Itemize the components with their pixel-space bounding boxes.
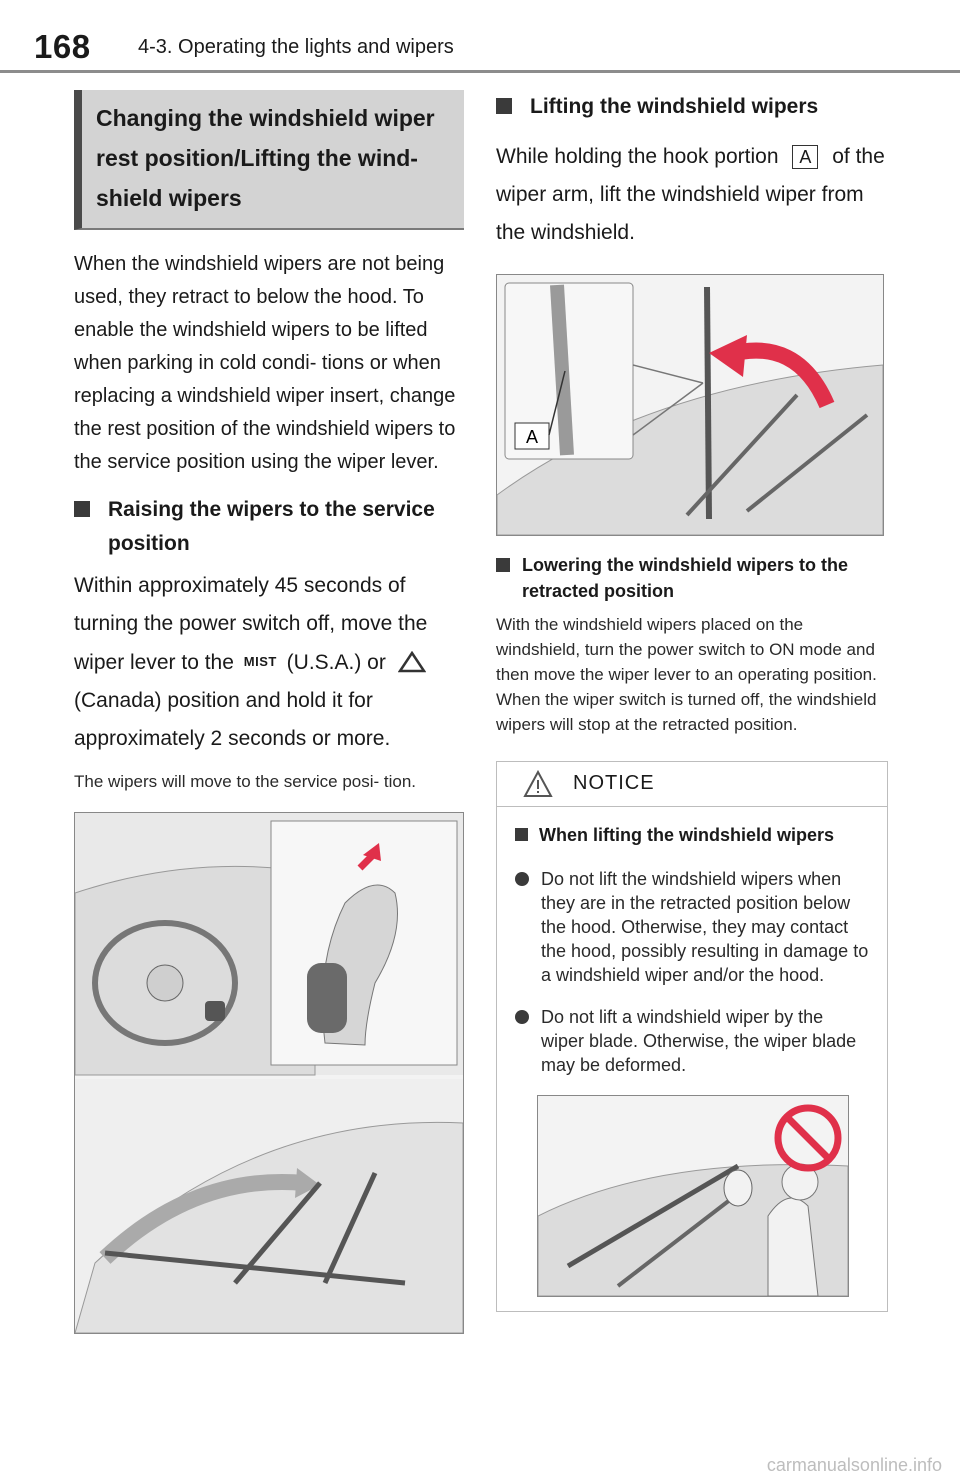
triangle-icon bbox=[398, 651, 426, 673]
lift-wiper-drawing bbox=[497, 275, 883, 535]
notice-sub-text: When lifting the windshield wipers bbox=[539, 825, 835, 845]
lift-heading bbox=[496, 90, 888, 124]
watermark: carmanualsonline.info bbox=[766, 1455, 942, 1475]
figure-callout: A bbox=[525, 427, 539, 447]
section-heading: Changing the windshield wiper rest position/Lifting the wind- shield wipers bbox=[74, 90, 464, 230]
intro-paragraph: When the windshield wipers are not being used, they retract to below the hood. To enable the windshield wipers to be lifted when parking in cold condi- tions or when replacing a windshield wiper insert, change the rest position of the windshield wipers to the service position using the wiper lever. bbox=[74, 253, 456, 473]
square-bullet-icon bbox=[74, 501, 90, 517]
raise-text-1: Within approximately 45 seconds of turning the power switch off, move the wiper lever to the bbox=[74, 574, 428, 674]
lower-text: With the windshield wipers placed on the windshield, turn the power switch to ON mode and then move the wiper lever to an operating position. When the wiper switch is turned off, the windshield wipers will stop at the retracted position. bbox=[496, 615, 877, 734]
square-bullet-icon bbox=[496, 98, 512, 114]
bullet-dot-icon bbox=[515, 1010, 529, 1024]
mist-icon: MIST bbox=[243, 654, 277, 669]
wiper-lever-illustration bbox=[74, 812, 464, 1334]
notice-label: NOTICE bbox=[573, 772, 655, 794]
notice-sub-heading bbox=[515, 821, 869, 849]
lift-heading-text: Lifting the windshield wipers bbox=[530, 95, 819, 118]
prohibited-lift-drawing bbox=[538, 1096, 848, 1296]
notice-body bbox=[497, 807, 887, 1311]
raise-heading bbox=[74, 493, 464, 561]
page-header bbox=[0, 0, 960, 76]
raise-instructions bbox=[74, 567, 464, 758]
notice-bullet-text: Do not lift the windshield wipers when they are in the retracted position below the hood. Otherwise, they may contact the hood, possibly resulting in damage to a windshield wiper and/or the hood. bbox=[541, 869, 869, 985]
lift-instructions bbox=[496, 138, 888, 252]
lift-text-1: While holding the hook portion bbox=[496, 145, 779, 168]
notice-bullet bbox=[515, 867, 869, 987]
left-column bbox=[74, 90, 464, 1334]
prohibition-icon bbox=[778, 1108, 838, 1168]
bullet-dot-icon bbox=[515, 872, 529, 886]
lift-wiper-illustration bbox=[496, 274, 884, 536]
notice-header bbox=[497, 762, 887, 807]
raise-note: The wipers will move to the service posi- tion. bbox=[74, 772, 417, 791]
right-column bbox=[496, 90, 888, 1312]
square-bullet-icon bbox=[496, 558, 510, 572]
square-bullet-icon bbox=[515, 828, 528, 841]
section-title: 4-3. Operating the lights and wipers bbox=[138, 36, 454, 58]
warning-icon bbox=[523, 770, 553, 798]
notice-bullet-text: Do not lift a windshield wiper by the wiper blade. Otherwise, the wiper blade may be deformed. bbox=[541, 1007, 857, 1075]
wiper-lever-drawing bbox=[75, 813, 463, 1333]
notice-bullet bbox=[515, 1005, 869, 1077]
lower-heading bbox=[496, 552, 888, 604]
hook-label: A bbox=[792, 145, 818, 169]
lower-heading-text: Lowering the windshield wipers to the retracted position bbox=[522, 555, 849, 601]
lift-text-2: of the wiper arm, lift the windshield wiper from the windshield. bbox=[496, 145, 885, 244]
notice-box bbox=[496, 761, 888, 1312]
header-rule bbox=[0, 70, 960, 73]
raise-heading-text: Raising the wipers to the service position bbox=[108, 498, 435, 555]
page-number: 168 bbox=[34, 28, 91, 65]
prohibited-lift-illustration bbox=[537, 1095, 849, 1297]
raise-text-3: (Canada) position and hold it for approximately 2 seconds or more. bbox=[74, 689, 391, 750]
raise-text-2: (U.S.A.) or bbox=[286, 651, 386, 674]
